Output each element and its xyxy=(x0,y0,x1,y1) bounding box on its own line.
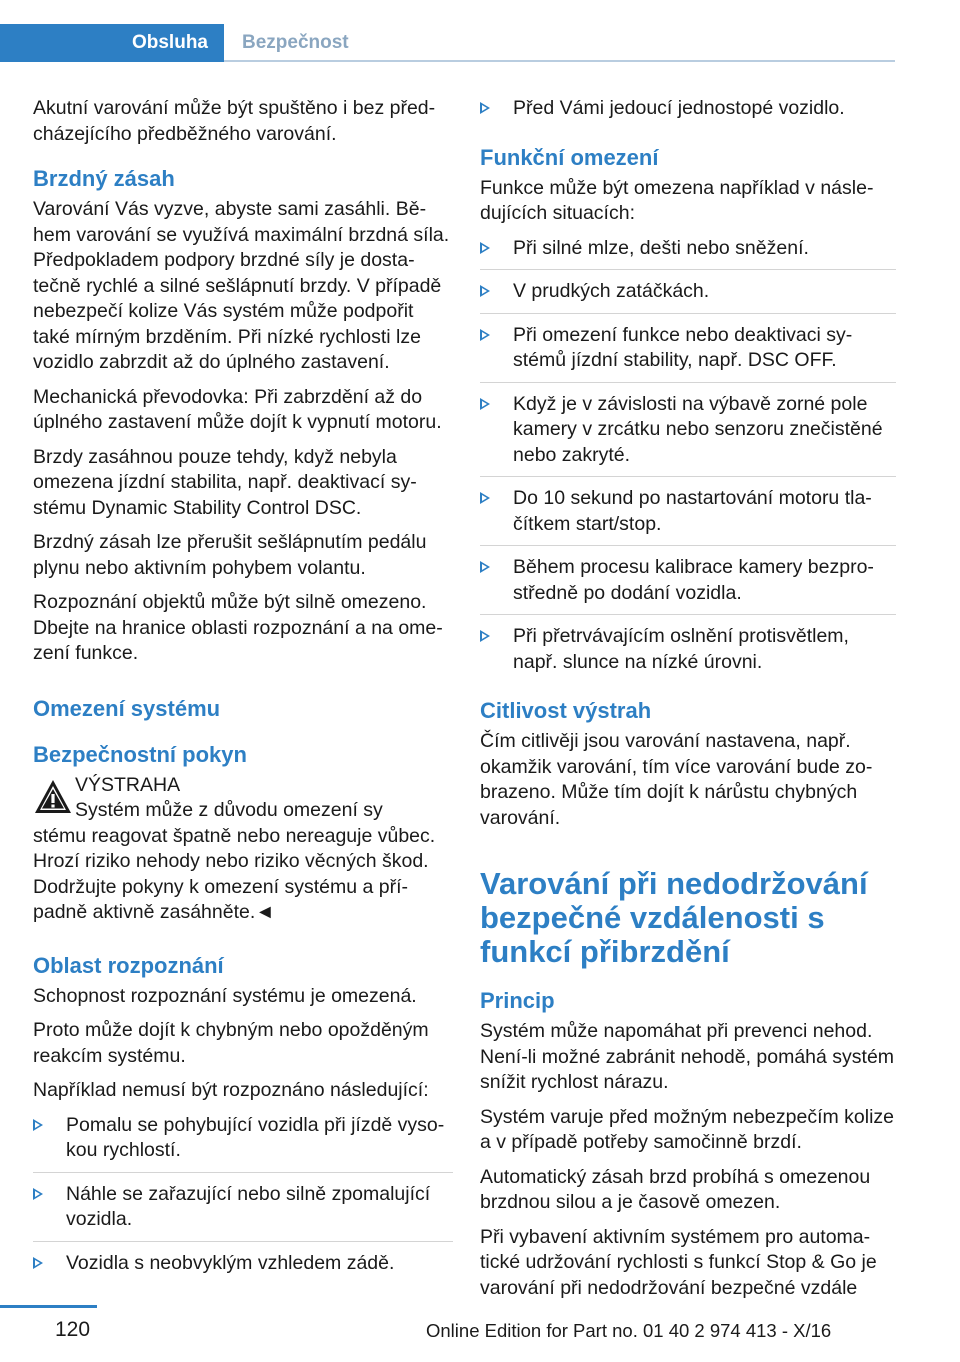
triangle-bullet-icon xyxy=(33,1119,43,1131)
right-column xyxy=(480,96,896,1310)
list-item-text: Když je v závislosti na výbavě zorné pole kamery v zrcátku nebo senzoru znečistěné nebo zakryté. xyxy=(513,392,883,466)
heading-bezpecnostni-pokyn: Bezpečnostní pokyn xyxy=(33,741,247,767)
list-item-text: Při omezení funkce nebo deaktivaci systémů jízdní stability, např. DSC OFF. xyxy=(513,323,853,371)
triangle-bullet-icon xyxy=(480,102,490,114)
page-number: 120 xyxy=(55,1318,91,1341)
warning-text-first-line: Systém může z důvodu omezení sy xyxy=(75,799,383,821)
header-tabs xyxy=(0,24,895,62)
warning-triangle-icon xyxy=(33,777,73,817)
paragraph: Systém může napomáhat při prevenci nehod. Není-li možné zabránit nehodě, pomáhá systém snížit rychlost nárazu. xyxy=(480,1020,895,1093)
list-item xyxy=(33,1113,453,1173)
triangle-bullet-icon xyxy=(480,492,490,504)
footer-rule xyxy=(0,1305,97,1308)
triangle-bullet-icon xyxy=(480,242,490,254)
paragraph: Akutní varování může být spuštěno i bez předcházejícího předběžného varování. xyxy=(33,97,436,145)
list-item xyxy=(480,236,896,271)
paragraph: Brzdný zásah lze přerušit sešlápnutím pedálu plynu nebo aktivním pohybem volantu. xyxy=(33,531,427,579)
list-item-text: Pomalu se pohybující vozidla při jízdě vysokou rychlostí. xyxy=(66,1113,445,1161)
paragraph: Při vybavení aktivním systémem pro automatické udržování rychlosti s funkcí Stop & Go je varování při nedodržování bezpečné vzdále xyxy=(480,1225,877,1299)
list-item xyxy=(33,1251,453,1285)
list-item-text: V prudkých zatáčkách. xyxy=(513,280,710,302)
warning-title: VÝSTRAHA xyxy=(75,773,181,796)
tab-obsluha[interactable]: Obsluha xyxy=(0,24,224,62)
triangle-bullet-icon xyxy=(33,1257,43,1269)
paragraph: Funkce může být omezena například v následujících situacích: xyxy=(480,176,874,224)
section-title-varovani: Varování při nedodržování bezpečné vzdálenosti s funkcí přibrzdění xyxy=(480,866,868,969)
list-item xyxy=(480,323,896,383)
paragraph: Varování Vás vyzve, abyste sami zasáhli. Během varování se využívá maximální brzdná síla. Předpokladem podpory brzdné síly je dostatečně rychlé a silné sešlápnutí brzdy. V případě nebezpečí kolize Vás systém může podpořit také mírným brzděním. Při nízké rychlosti lze vozidlo zabrzdit až do úplného zastavení. xyxy=(33,198,450,373)
paragraph: Automatický zásah brzd probíhá s omezenou brzdnou silou a je časově omezen. xyxy=(480,1165,871,1213)
heading-oblast-rozpoznani: Oblast rozpoznání xyxy=(33,952,224,978)
warning-text: stému reagovat špatně nebo nereaguje vůbec. Hrozí riziko nehody nebo riziko věcných škod. Dodržujte pokyny k omezení systému a případně aktivně zasáhněte.◄ xyxy=(33,824,436,923)
list-item-text: Během procesu kalibrace kamery bezprostředně po dodání vozidla. xyxy=(513,556,874,604)
triangle-bullet-icon xyxy=(480,285,490,297)
left-column xyxy=(33,96,453,1293)
heading-funkcni-omezeni: Funkční omezení xyxy=(480,144,659,170)
heading-omezeni-systemu: Omezení systému xyxy=(33,695,221,721)
list-item-text: Vozidla s neobvyklým vzhledem zádě. xyxy=(66,1251,395,1274)
paragraph: Například nemusí být rozpoznáno následující: xyxy=(33,1079,429,1101)
list-item xyxy=(480,96,896,130)
list-item xyxy=(480,486,896,546)
triangle-bullet-icon xyxy=(480,630,490,642)
paragraph: Proto může dojít k chybným nebo opožděným reakcím systému. xyxy=(33,1019,429,1067)
paragraph: Mechanická převodovka: Při zabrzdění až do úplného zastavení může dojít k vypnutí motoru. xyxy=(33,385,442,433)
list-item xyxy=(480,555,896,615)
list-item-text: Při silné mlze, dešti nebo sněžení. xyxy=(513,236,809,259)
bullet-list xyxy=(480,96,896,130)
tab-bezpecnost[interactable]: Bezpečnost xyxy=(242,32,349,53)
list-item xyxy=(480,392,896,478)
triangle-bullet-icon xyxy=(480,398,490,410)
heading-princip: Princip xyxy=(480,988,555,1013)
triangle-bullet-icon xyxy=(33,1188,43,1200)
list-item xyxy=(480,624,896,683)
paragraph: Čím citlivěji jsou varování nastavena, např. okamžik varování, tím více varování bude zobrazeno. Může tím dojít k nárůstu chybných varování. xyxy=(480,730,873,829)
list-item xyxy=(33,1182,453,1242)
list-item-text: Do 10 sekund po nastartování motoru tlačítkem start/stop. xyxy=(513,487,872,535)
list-item xyxy=(480,279,896,314)
paragraph: Systém varuje před možným nebezpečím kolize a v případě potřeby samočinně brzdí. xyxy=(480,1105,895,1153)
triangle-bullet-icon xyxy=(480,561,490,573)
warning-box xyxy=(33,773,453,926)
edition-note: Online Edition for Part no. 01 40 2 974 413 - X/16 xyxy=(426,1320,832,1341)
heading-citlivost-vystrah: Citlivost výstrah xyxy=(480,698,652,723)
heading-brzdny-zasah: Brzdný zásah xyxy=(33,166,175,191)
paragraph: Rozpoznání objektů může být silně omezeno. Dbejte na hranice oblasti rozpoznání a na omezení funkce. xyxy=(33,591,443,664)
list-item-text: Před Vámi jedoucí jednostopé vozidlo. xyxy=(513,97,845,119)
triangle-bullet-icon xyxy=(480,329,490,341)
paragraph: Schopnost rozpoznání systému je omezená. xyxy=(33,984,417,1007)
bullet-list xyxy=(33,1113,453,1285)
list-item-text: Náhle se zařazující nebo silně zpomalující vozidla. xyxy=(66,1182,431,1230)
tab-underline xyxy=(224,60,895,62)
bullet-list xyxy=(480,236,896,684)
paragraph: Brzdy zasáhnou pouze tehdy, když nebyla omezena jízdní stabilita, např. deaktivací systému Dynamic Stability Control DSC. xyxy=(33,445,417,519)
list-item-text: Při přetrvávajícím oslnění protisvětlem, např. slunce na nízké úrovni. xyxy=(513,625,849,673)
